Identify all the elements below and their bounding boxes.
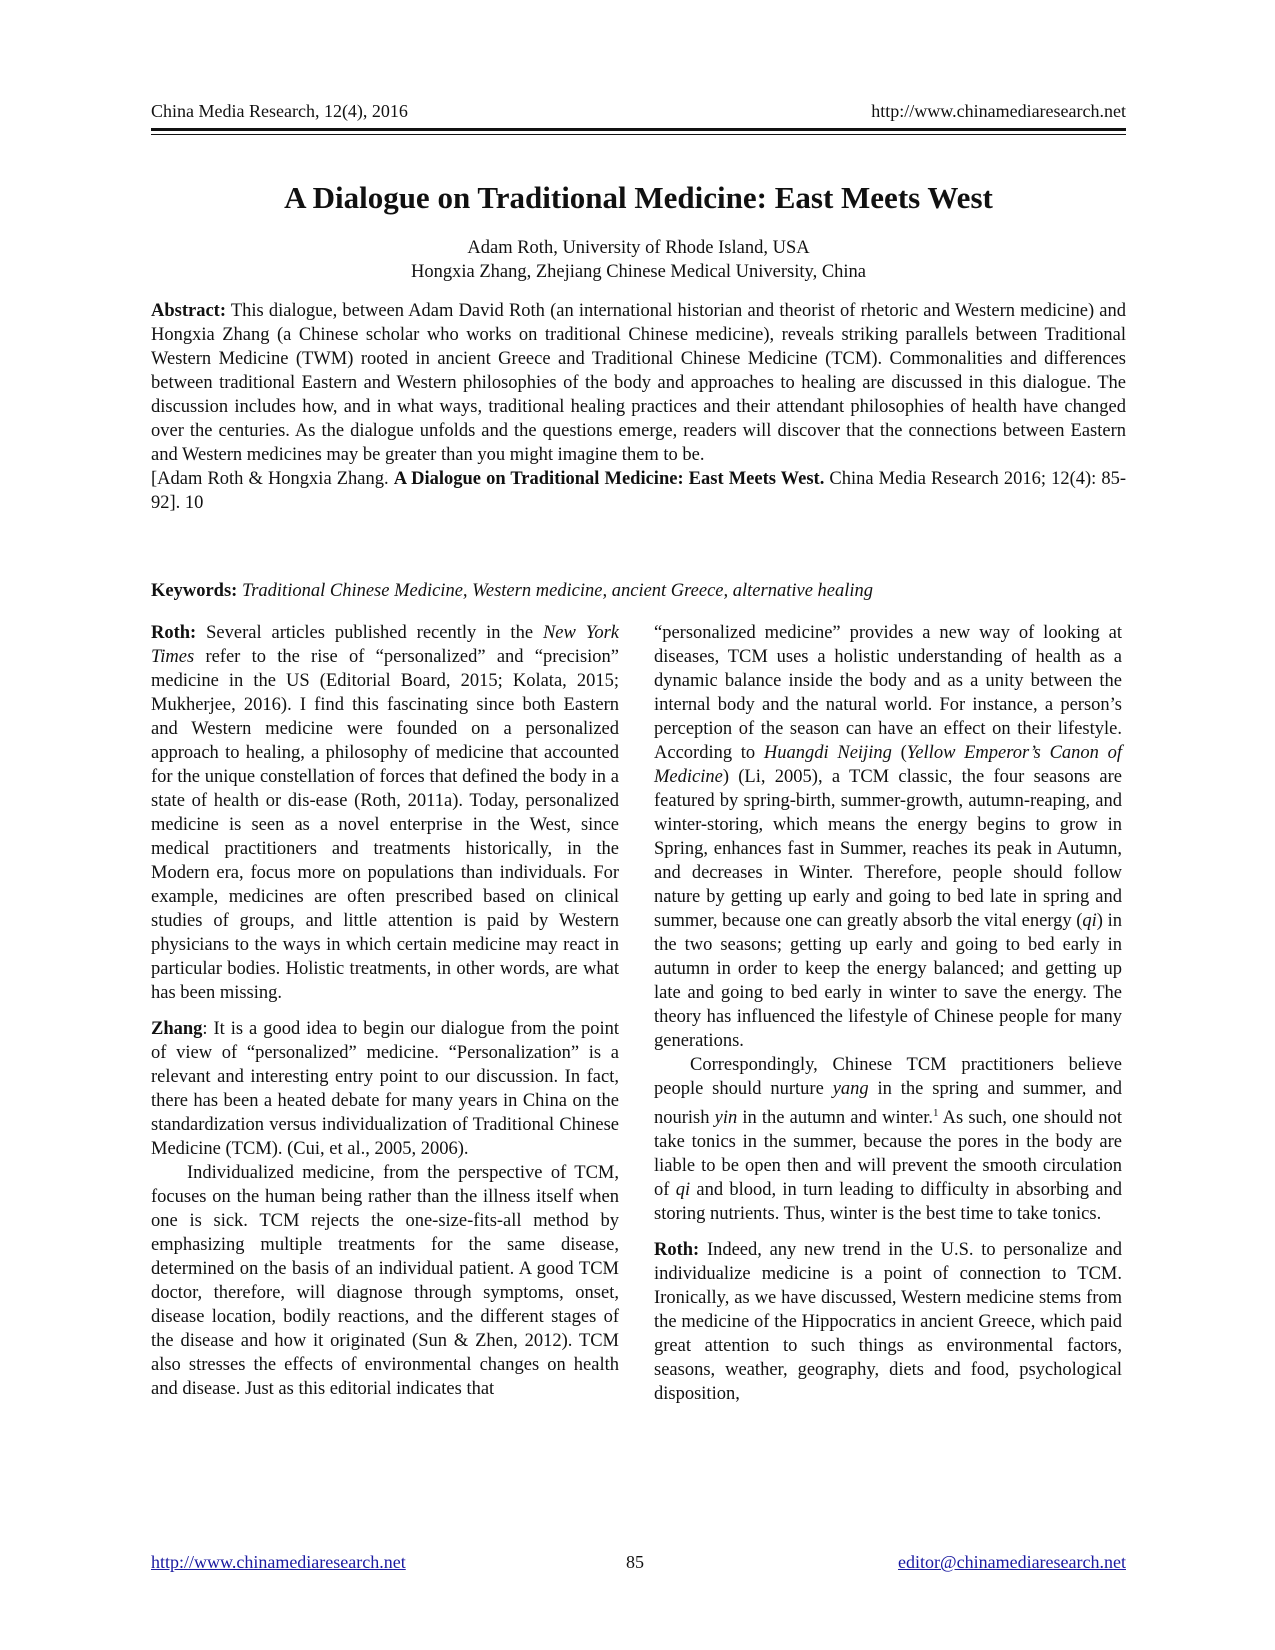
abstract-label: Abstract:: [151, 301, 227, 321]
speaker-label: Roth:: [151, 623, 197, 643]
page-footer: [151, 1552, 1126, 1578]
work-title-translation: Yellow Emperor’s Canon of Medicine: [654, 743, 1123, 787]
page-number: 85: [626, 1552, 644, 1572]
keywords-list: Traditional Chinese Medicine, Western medicine, ancient Greece, alternative healing: [241, 581, 874, 601]
author-roth: Adam Roth, University of Rhode Island, USA: [467, 238, 810, 258]
term-qi: qi: [675, 1180, 691, 1201]
author-zhang: Hongxia Zhang, Zhejiang Chinese Medical University, China: [410, 262, 867, 282]
citation-prefix: [Adam Roth & Hongxia Zhang.: [151, 469, 389, 489]
paragraph-text: Several articles published recently in the: [206, 623, 534, 643]
journal-citation: China Media Research, 12(4), 2016: [151, 101, 408, 121]
paragraph-text: As such, one should not take tonics in the summer, because the pores in the body are liable to be open then and will prevent the smooth circulation of: [654, 1108, 1122, 1201]
header-url: http://www.chinamediaresearch.net: [871, 101, 1126, 121]
author-block: [151, 236, 1126, 284]
paragraph-zhang-2: Individualized medicine, from the perspective of TCM, focuses on the human being rather than the illness itself when one is sick. TCM rejects the one-size-fits-all method by emphasizing multiple treatments for the same disease, determined on the basis of an individual patient. A good TCM doctor, therefore, will diagnose through symptoms, onset, disease location, bodily reactions, and the different stages of the disease and how it originated (Sun & Zhen, 2012). TCM also stresses the effects of environmental changes on health and disease. Just as this editorial indicates that: [151, 1163, 619, 1399]
work-title: Huangdi Neijing: [763, 743, 892, 763]
header-rule-thick: [151, 128, 1126, 131]
paragraph-text: ) in the two seasons; getting up early and going to bed early in autumn in order to keep the energy balanced; and getting up late and going to bed early in winter to save the energy. The theory has influenced the lifestyle of Chinese people for many generations.: [654, 911, 1122, 1051]
paragraph-text: ) (Li, 2005), a TCM classic, the four seasons are featured by spring-birth, summer-growth, autumn-reaping, and winter-storing, which means the energy begins to grow in Spring, enhances fast in Summer, reaches its peak in Autumn, and decreases in Winter. Therefore, people should follow nature by getting up early and going to bed late in spring and summer, because one can greatly absorb the vital energy (: [654, 767, 1122, 931]
right-column: [654, 621, 1122, 1406]
abstract-body: This dialogue, between Adam David Roth (an international historian and theorist of rhetoric and Western medicine) and Hongxia Zhang (a Chinese scholar who works on traditional Chinese medicine), reveals striking parallels between Traditional Western Medicine (TWM) rooted in ancient Greece and Traditional Chinese Medicine (TCM). Commonalities and differences between traditional Eastern and Western philosophies of the body and approaches to healing are discussed in this dialogue. The discussion includes how, and in what ways, traditional healing practices and their attendant philosophies of health have changed over the centuries. As the dialogue unfolds and the questions emerge, readers will discover that the connections between Eastern and Western medicines may be greater than you might imagine them to be.: [151, 301, 1126, 465]
running-header: [151, 101, 1126, 127]
paragraph-text: (: [900, 743, 907, 763]
paragraph-roth-2: [654, 1238, 1122, 1406]
footnote-marker[interactable]: 1: [933, 1107, 939, 1119]
citation-title: A Dialogue on Traditional Medicine: East Meets West.: [393, 469, 825, 489]
speaker-label: Roth:: [654, 1240, 700, 1261]
term-qi: qi: [1082, 911, 1097, 931]
keywords-label: Keywords:: [151, 581, 238, 601]
publication-name: New York Times: [151, 623, 619, 667]
paragraph-text: in the autumn and winter.: [742, 1108, 934, 1129]
paragraph-text: refer to the rise of “personalized” and “precision” medicine in the US (Editorial Board, 2015; Kolata, 2015; Mukherjee, 2016). I find this fascinating since both Eastern and Western medicine were founded on a personalized approach to healing, a philosophy of medicine that accounted for the unique constellation of forces that defined the body in a state of health or dis-ease (Roth, 2011a). Today, personalized medicine is seen as a novel enterprise in the West, since medical practitioners and treatments historically, in the Modern era, focus more on populations than individuals. For example, medicines are often prescribed based on clinical studies of groups, and little attention is paid by Western physicians to the ways in which certain medicine may react in particular bodies. Holistic treatments, in other words, are what has been missing.: [151, 647, 620, 1003]
citation-suffix: China Media Research 2016; 12(4): 85-92]. 10: [151, 469, 1127, 513]
paragraph-text: Correspondingly, Chinese TCM practitioners believe people should nurture: [654, 1055, 1122, 1099]
header-rule-thin: [151, 134, 1126, 135]
term-yang: yang: [832, 1079, 869, 1099]
paragraph-zhang-1: [151, 1017, 619, 1161]
term-yin: yin: [714, 1108, 738, 1129]
keywords: [151, 579, 1126, 603]
paragraph-zhang-4: [654, 1053, 1122, 1226]
speaker-label: Zhang: [151, 1019, 203, 1039]
paragraph-text: “personalized medicine” provides a new way of looking at diseases, TCM uses a holistic understanding of health as a dynamic balance inside the body and as a unity between the internal body and the natural world. For instance, a person’s perception of the season can have an effect on their lifestyle. According to: [654, 623, 1122, 763]
paragraph-roth-1: [151, 621, 619, 1005]
paragraph-text: Indeed, any new trend in the U.S. to personalize and individualize medicine is a point of connection to TCM. Ironically, as we have discussed, Western medicine stems from the medicine of the Hippocratics in ancient Greece, which paid great attention to such things as environmental factors, seasons, weather, geography, diets and food, psychological disposition,: [654, 1240, 1122, 1405]
article-title: A Dialogue on Traditional Medicine: East Meets West: [284, 180, 993, 215]
paragraph-text: and blood, in turn leading to difficulty in absorbing and storing nutrients. Thus, winter is the best time to take tonics.: [654, 1180, 1122, 1225]
footer-email-link[interactable]: editor@chinamediaresearch.net: [898, 1552, 1126, 1572]
left-column: [151, 621, 619, 1401]
paragraph-text: in the spring and summer, and nourish: [654, 1079, 1123, 1129]
paragraph-zhang-3: [654, 621, 1122, 1053]
abstract-text: [151, 299, 1126, 467]
abstract: [151, 299, 1126, 515]
paragraph-text: : It is a good idea to begin our dialogue from the point of view of “personalized” medicine. “Personalization” is a relevant and interesting entry point to our discussion. In fact, there has been a heated debate for many years in China on the standardization versus individualization of Traditional Chinese Medicine (TCM). (Cui, et al., 2005, 2006).: [151, 1019, 619, 1159]
footer-url-link[interactable]: http://www.chinamediaresearch.net: [151, 1552, 406, 1572]
citation: [151, 467, 1126, 515]
